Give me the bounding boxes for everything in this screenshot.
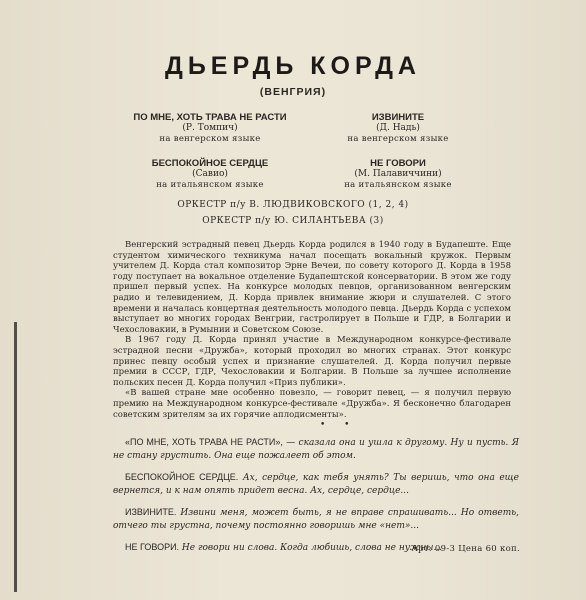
song-author: (Д. Надь) <box>376 123 420 133</box>
bio-paragraph: В 1967 году Д. Корда принял участие в Международном конкурсе-фестивале эстрадной песни «Дружба», который проходил во многих странах. Этот конкурс принес певцу особый успех и признание слушателей. Д. Корда получил первые премии в СССР, ГДР, Чехословакии и Болгарии. В Польше за лучшее исполнение польских песен Д. Корда получил «Приз публики». <box>113 335 511 388</box>
song-title: БЕСПОКОЙНОЕ СЕРДЦЕ <box>151 158 269 169</box>
lyric-text: — сказала она и ушла к другому. Ну и пусть. Я не стану грустить. Она еще пожалеет об этом. <box>113 438 520 461</box>
song-language: на венгерском языке <box>159 134 261 144</box>
song-1 <box>110 112 310 145</box>
lyric-item <box>113 436 519 462</box>
catalog-price: Арт. 09-3 Цена 60 коп. <box>411 544 520 554</box>
song-title: ИЗВИНИТЕ <box>371 112 425 123</box>
artist-name: ДЬЕРДЬ КОРДА <box>165 52 421 80</box>
lyrics-summary <box>113 436 519 555</box>
section-separator: • • <box>320 420 358 430</box>
song-title: ПО МНЕ, ХОТЬ ТРАВА НЕ РАСТИ <box>133 112 287 123</box>
song-language: на итальянском языке <box>156 180 264 190</box>
lyric-item <box>113 471 519 497</box>
lyric-item <box>113 506 519 532</box>
page-edge-line <box>14 322 17 592</box>
biography <box>113 240 511 420</box>
song-language: на итальянском языке <box>344 180 452 190</box>
bio-paragraph: Венгерский эстрадный певец Дьердь Корда родился в 1940 году в Будапеште. Еще студентом химического техникума начал посещать вокальный кружок. Первым учителем Д. Корда стал композитор Эрне Вечеи, по совету которого Д. Корда в 1958 году поступает на вокальное отделение Будапештской консерватории. В этом же году пришел первый успех. На конкурсе молодых певцов, организованном венгерским радио и телевидением, Д. Корда привлек внимание жюри и слушателей. С этого времени и началась концертная деятельность молодого певца. Дьердь Корда с успехом выступает во многих городах Венгрии, гастролирует в Польше и ГДР, в Болгарии и Чехословакии, в Румынии и Советском Союзе. <box>113 240 511 335</box>
lyric-text: Не говори ни слова. Когда любишь, слова не нужны... <box>179 543 443 553</box>
bio-paragraph: «В вашей стране мне особенно повезло, — говорит певец, — я получил первую премию на Международном конкурсе-фестивале «Дружба». Я бесконечно благодарен советским зрителям за их горячие аплодисменты». <box>113 388 511 420</box>
song-author: (Савио) <box>192 169 228 179</box>
lyric-title: ИЗВИНИТЕ. <box>125 507 177 517</box>
artist-country: (ВЕНГРИЯ) <box>259 86 327 98</box>
lyric-title: НЕ ГОВОРИ. <box>125 542 180 552</box>
song-author: (Р. Томпич) <box>182 123 238 133</box>
song-title: НЕ ГОВОРИ <box>370 158 426 169</box>
song-author: (М. Палавиччини) <box>354 169 442 179</box>
song-4 <box>298 158 498 191</box>
lyric-text: Извини меня, может быть, я не вправе спрашивать... Но ответь, отчего ты грустна, почему постоянно говоришь мне «нет»... <box>113 508 519 531</box>
song-3 <box>110 158 310 191</box>
lyric-text: Ах, сердце, как тебя унять? Ты веришь, что она еще вернется, и к нам опять придет весна. Ах, сердце, сердце... <box>113 473 519 496</box>
song-2 <box>298 112 498 145</box>
orchestra-line-1: ОРКЕСТР п/у В. ЛЮДВИКОВСКОГО (1, 2, 4) <box>177 200 409 210</box>
lyric-title: БЕСПОКОЙНОЕ СЕРДЦЕ. <box>125 472 239 482</box>
lyric-title: «ПО МНЕ, ХОТЬ ТРАВА НЕ РАСТИ», <box>125 437 283 447</box>
orchestra-line-2: ОРКЕСТР п/у Ю. СИЛАНТЬЕВА (3) <box>202 216 384 226</box>
song-language: на венгерском языке <box>347 134 449 144</box>
